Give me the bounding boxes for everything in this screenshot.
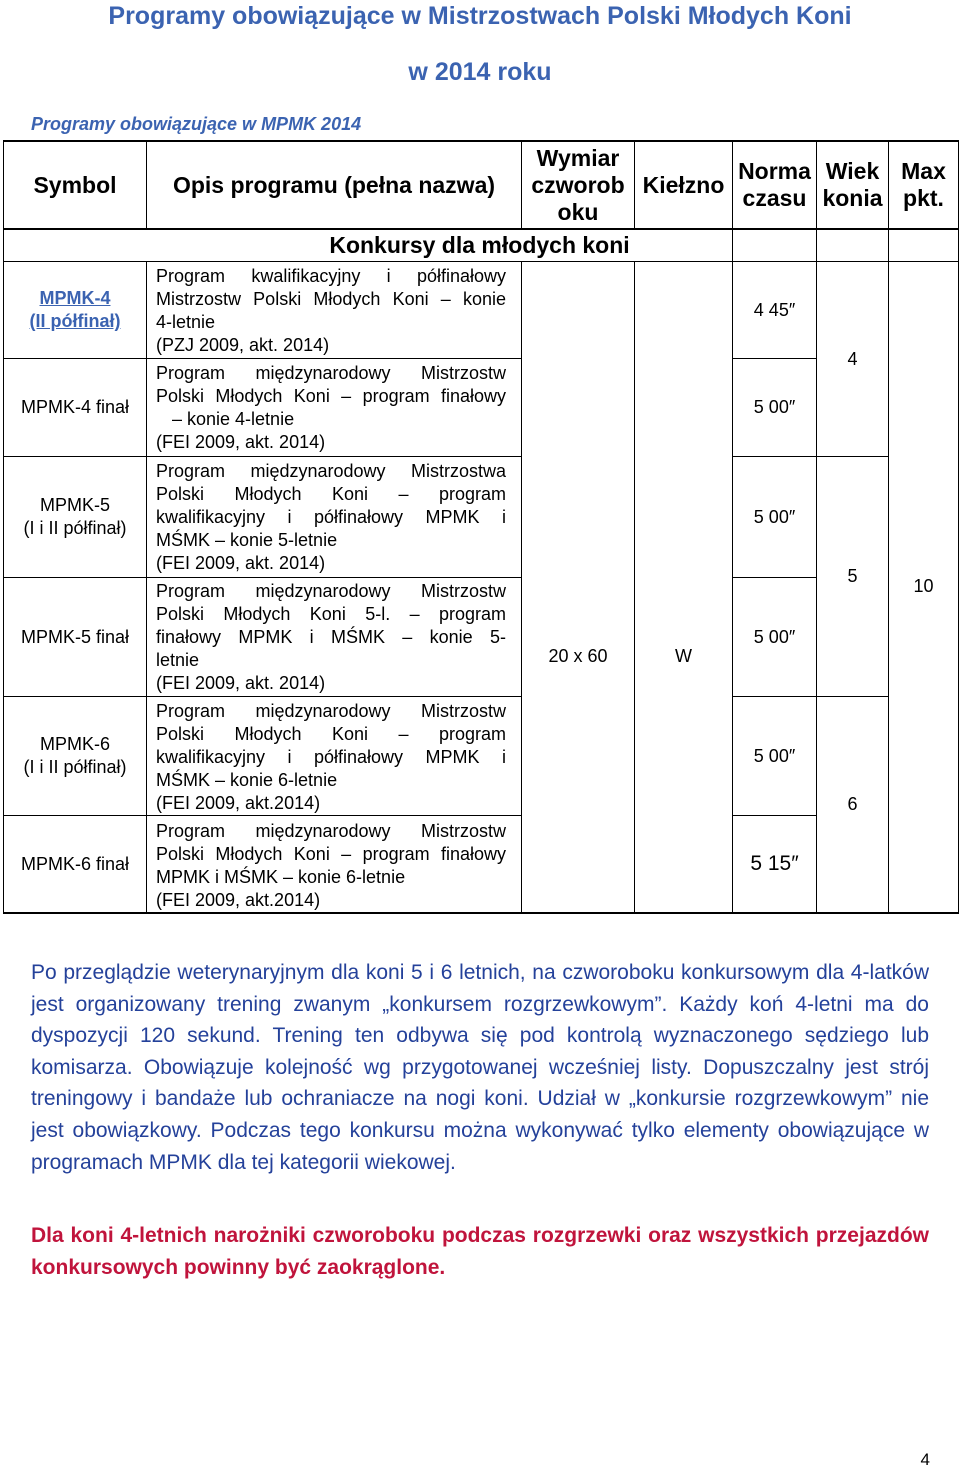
col-header-bit: Kiełzno — [642, 171, 725, 198]
symbol-mpmk5-final: MPMK-5 finał — [20, 626, 130, 647]
program-description: Program kwalifikacyjny i półfinałowy Mistrzostw Polski Młodych Koni – konie 4-letnie (PZJ 2009, akt. 2014) — [156, 266, 506, 355]
col-header-arena: Wymiar czworob oku — [531, 144, 625, 225]
horse-age-6: 6 — [847, 794, 858, 814]
col-header-description: Opis programu (pełna nazwa) — [172, 171, 496, 198]
col-header-symbol: Symbol — [33, 171, 117, 198]
time-norm: 5 15″ — [750, 852, 799, 875]
symbol-mpmk6: MPMK-6 (I i II półfinał) — [23, 734, 127, 777]
col-header-max: Max pkt. — [901, 158, 946, 211]
symbol-mpmk4-final: MPMK-4 finał — [20, 397, 130, 417]
horse-age-5: 5 — [847, 566, 858, 586]
warmup-note: Po przeglądzie weterynaryjnym dla koni 5 i 6 letnich, na czworoboku konkursowym dla 4-latków jest organizowany trening zwanym „konkursem rozgrzewkowym”. Każdy koń 4-letni ma do dyspozycji 120 sekund. Trening ten odbywa się pod kontrolą wyznaczonego sędziego lub komisarza. Obowiązuje kolejność wg przygotowanej wcześniej listy. Dopuszczalny jest strój treningowy i bandaże lub ochraniacze na nogi koni. Udział w „konkursie rozgrzewkowym” nie jest obowiązkowy. Podczas tego konkursu można wykonywać tylko elementy obowiązujące w programach MPMK dla tej kategorii wiekowej. — [31, 961, 929, 1174]
program-description: Program międzynarodowy Mistrzostw Polski Młodych Koni 5-l. – program finałowy MPMK i MŚMK – konie 5- letnie (FEI 2009, akt. 2014) — [156, 581, 506, 693]
page-title: Programy obowiązujące w Mistrzostwach Polski Młodych Koni — [108, 2, 852, 30]
page-title-year: w 2014 roku — [408, 58, 552, 86]
bit-type: W — [675, 645, 692, 666]
max-points: 10 — [913, 575, 934, 596]
corners-note: Dla koni 4-letnich narożniki czworoboku podczas rozgrzewki oraz wszystkich przejazdów konkursowych powinny być zaokrąglone. — [31, 1224, 929, 1279]
arena-size: 20 x 60 — [548, 645, 608, 666]
page-number: 4 — [920, 1450, 930, 1469]
symbol-mpmk6-final: MPMK-6 finał — [20, 853, 130, 874]
horse-age-4: 4 — [847, 348, 858, 369]
time-norm: 5 00″ — [753, 506, 796, 527]
section-subtitle: Programy obowiązujące w MPMK 2014 — [31, 114, 362, 134]
symbol-mpmk5: MPMK-5 (I i II półfinał) — [23, 495, 127, 538]
symbol-mpmk4: MPMK-4 (II półfinał) — [29, 288, 121, 331]
time-norm: 4 45″ — [753, 299, 796, 320]
time-norm: 5 00″ — [753, 745, 796, 766]
program-description: Program międzynarodowy Mistrzostw Polski Młodych Koni – program finałowy MPMK i MŚMK – konie 6-letnie (FEI 2009, akt.2014) — [156, 821, 506, 910]
time-norm: 5 00″ — [753, 626, 796, 647]
time-norm: 5 00″ — [753, 397, 796, 417]
section-row-young-horses: Konkursy dla młodych koni — [329, 232, 630, 258]
program-description: Program międzynarodowy Mistrzostw Polski Młodych Koni – program kwalifikacyjny i półfinałowy MPMK i MŚMK – konie 6-letnie (FEI 2009, akt.2014) — [156, 701, 506, 813]
col-header-time: Norma czasu — [738, 158, 811, 211]
program-description: Program międzynarodowy Mistrzostw Polski Młodych Koni – program finałowy – konie 4-letnie (FEI 2009, akt. 2014) — [156, 363, 506, 452]
col-header-age: Wiek konia — [822, 158, 883, 211]
program-description: Program międzynarodowy Mistrzostwa Polski Młodych Koni – program kwalifikacyjny i półfinałowy MPMK i MŚMK – konie 5-letnie (FEI 2009, akt. 2014) — [156, 461, 506, 573]
